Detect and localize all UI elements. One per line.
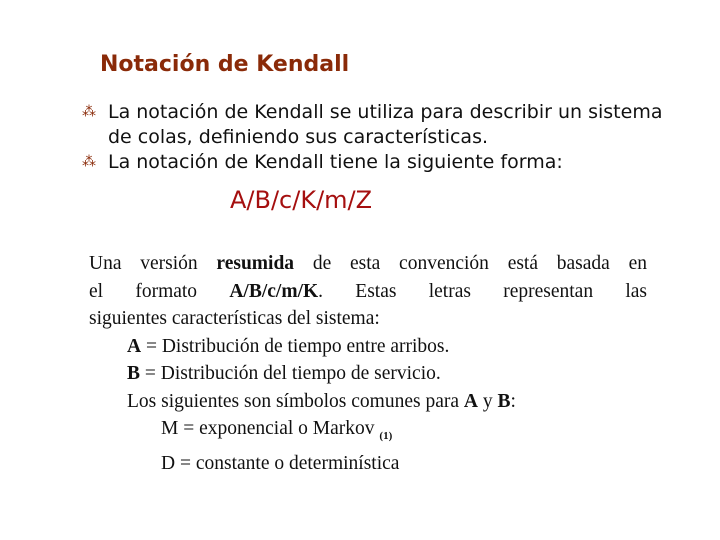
- bullet-text: La notación de Kendall tiene la siguiente forma:: [108, 151, 563, 173]
- text-span: = Distribución de tiempo entre arribos.: [141, 335, 450, 357]
- text-span: y: [477, 390, 498, 412]
- paragraph-line: siguientes características del sistema:: [89, 308, 380, 329]
- bullet-list: [80, 100, 680, 175]
- bullet-icon: ⁂: [82, 154, 96, 170]
- footnote-ref: (1): [379, 429, 393, 442]
- bullet-item: [80, 150, 680, 175]
- slide-title: Notación de Kendall: [100, 52, 350, 77]
- bold-term: B: [497, 390, 511, 412]
- text-span: Los siguientes son símbolos comunes para: [127, 390, 464, 412]
- kendall-formula: A/B/c/K/m/Z: [230, 186, 373, 214]
- bold-term: B: [127, 363, 141, 384]
- text-span: el formato: [89, 280, 230, 302]
- bold-term: A/B/c/m/K: [229, 280, 319, 302]
- text-span: M = exponencial o Markov: [161, 418, 380, 439]
- symbol-m: [89, 415, 647, 450]
- bullet-item: [80, 100, 680, 150]
- paragraph-line: [89, 278, 647, 306]
- text-span: . Estas letras representan las: [318, 280, 647, 302]
- symbol-d: D = constante o determinística: [161, 453, 400, 475]
- bold-term: A: [463, 390, 478, 412]
- symbols-intro: [89, 388, 647, 416]
- bold-term: resumida: [216, 253, 295, 274]
- paragraph-line: [89, 250, 647, 278]
- bullet-icon: ⁂: [82, 104, 96, 120]
- description-paragraph: [89, 250, 647, 478]
- bold-term: A: [127, 335, 142, 357]
- text-span: Una versión: [89, 253, 217, 274]
- text-span: = Distribución del tiempo de servicio.: [140, 363, 441, 384]
- text-span: de esta convención está basada en: [294, 253, 647, 274]
- definition-a: [89, 333, 647, 361]
- definition-b: [89, 360, 647, 388]
- bullet-text: La notación de Kendall se utiliza para describir un sistema de colas, definiendo sus características.: [108, 101, 663, 148]
- text-span: :: [510, 390, 516, 412]
